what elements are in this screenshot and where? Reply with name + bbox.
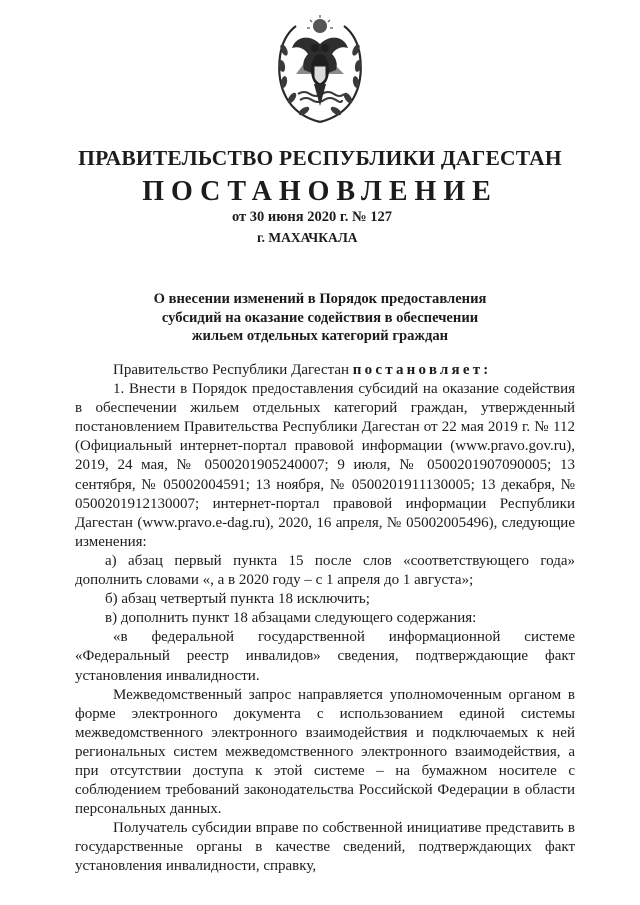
coat-of-arms-icon <box>274 14 366 126</box>
document-body <box>75 361 575 877</box>
quoted-paragraph: «в федеральной государственной информационной системе «Федеральный реестр инвалидов» сведения, подтверждающие факт установления инвалидности. <box>75 629 575 684</box>
document-city: г. МАХАЧКАЛА <box>257 230 358 245</box>
document-subject <box>80 290 560 346</box>
list-item-b: б) абзац четвертый пункта 18 исключить; <box>105 591 370 608</box>
organization-title: ПРАВИТЕЛЬСТВО РЕСПУБЛИКИ ДАГЕСТАН <box>78 146 562 170</box>
document-type-heading: ПОСТАНОВЛЕНИЕ <box>142 176 498 207</box>
subject-line: субсидий на оказание содействия в обеспечении <box>161 309 479 326</box>
list-item-c: в) дополнить пункт 18 абзацами следующего содержания: <box>105 610 477 627</box>
subject-line: О внесении изменений в Порядок предоставления <box>153 291 487 307</box>
quoted-paragraph: Получатель субсидии вправе по собственной инициативе представить в государственные органы в качестве сведений, подтверждающих факт установления инвалидности, справку, <box>75 820 575 875</box>
preamble-paragraph <box>75 361 575 380</box>
preamble-text: Правительство Республики Дагестан <box>113 362 353 378</box>
clause-1-paragraph: 1. Внести в Порядок предоставления субсидий на оказание содействия в обеспечении жильем отдельных категорий граждан, утвержденный постановлением Правительства Республики Дагестан от 22 мая 2019 г. № 112 (Официальный интернет-портал правовой информации (www.pravo.gov.ru), 2019, 24 мая, № 0500201905240007; 9 июля, № 0500201907090005; 13 сентября, № 05002004591; 13 ноября, № 0500201911130005; 13 декабря, № 0500201912130007; интернет-портал правовой информации Республики Дагестан (www.pravo.e-dag.ru), 2020, 16 апреля, № 05002005496), следующие изменения: <box>75 381 575 550</box>
document-date-number: от 30 июня 2020 г. № 127 <box>232 209 392 225</box>
subject-line: жильем отдельных категорий граждан <box>191 328 449 344</box>
quoted-paragraph: Межведомственный запрос направляется уполномоченным органом в форме электронного документа с использованием единой системы межведомственного электронного взаимодействия и подключаемых к ней региональных систем межведомственного электронного взаимодействия, а при отсутствии доступа к этой системе – на бумажном носителе с соблюдением требований законодательства Российской Федерации в области персональных данных. <box>75 686 575 818</box>
preamble-keyword: постановляет: <box>352 362 492 378</box>
list-item-a: а) абзац первый пункта 15 после слов «соответствующего года» дополнить словами «, а в 2020 году – с 1 апреля до 1 августа»; <box>75 552 575 589</box>
